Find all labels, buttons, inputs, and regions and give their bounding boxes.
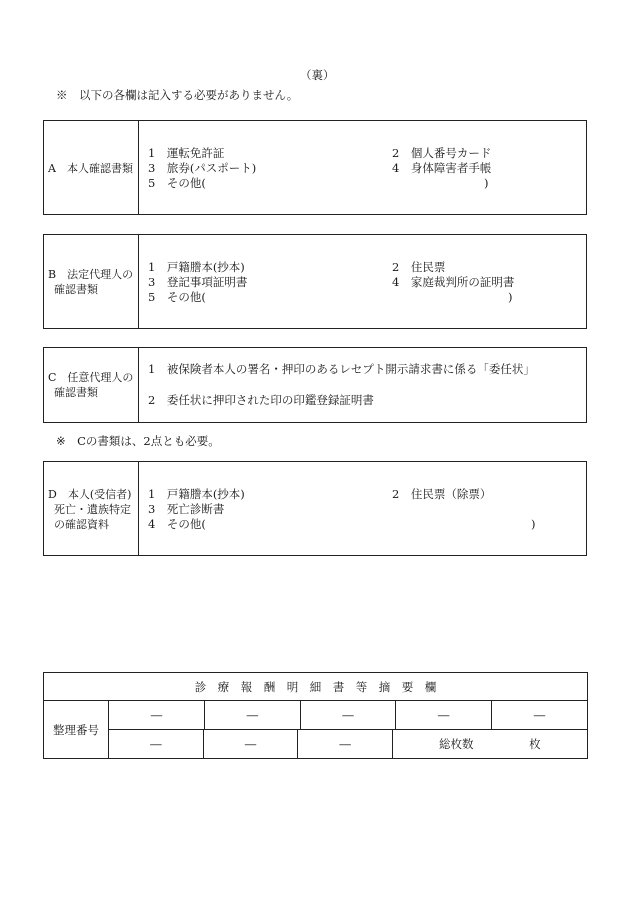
reference-number-label: 整理番号	[44, 701, 109, 759]
section-d-box	[43, 461, 587, 556]
section-a-label-cell	[44, 121, 139, 214]
section-d-label-line-2: 死亡・遺族特定	[54, 503, 131, 516]
section-a-box	[43, 120, 587, 215]
reference-number-field[interactable]: ―	[205, 701, 301, 729]
section-d-close: )	[531, 517, 536, 531]
section-d-item-3: 3 死亡診断書	[148, 502, 225, 516]
section-a-label: A 本人確認書類	[48, 162, 133, 175]
section-a-item-1: 1 運転免許証	[148, 146, 225, 160]
section-d-label-cell	[44, 462, 139, 555]
reference-number-field[interactable]: ―	[339, 737, 351, 751]
section-b-label-line-2: 確認書類	[54, 283, 98, 296]
summary-title: 診 療 報 酬 明 細 書 等 摘 要 欄	[44, 673, 588, 701]
reference-number-field[interactable]: ―	[300, 701, 396, 729]
section-b-close: )	[508, 290, 513, 304]
section-c-item-1: 1 被保険者本人の署名・押印のあるレセプト開示請求書に係る「委任状」	[148, 362, 535, 376]
reference-number-row-2	[109, 730, 392, 758]
page-side-label: （裏）	[300, 68, 335, 82]
reference-number-field[interactable]: ―	[396, 701, 492, 729]
section-b-label-cell	[44, 235, 139, 328]
summary-table	[43, 672, 588, 759]
total-sheets-label: 総枚数	[439, 737, 474, 751]
section-b-item-4: 4 家庭裁判所の証明書	[392, 275, 515, 289]
reference-number-field[interactable]: ―	[203, 730, 297, 758]
section-b-box	[43, 234, 587, 329]
section-a-item-2: 2 個人番号カード	[392, 146, 492, 160]
section-b-item-1: 1 戸籍謄本(抄本)	[148, 260, 245, 274]
reference-number-field[interactable]: ―	[109, 701, 205, 729]
section-d-label-line-3: の確認資料	[54, 518, 109, 531]
notice-text: ※ 以下の各欄は記入する必要がありません。	[56, 88, 299, 102]
section-d-item-2: 2 住民票（除票）	[392, 487, 492, 501]
section-a-close: )	[484, 176, 489, 190]
section-d-label-line-1: D 本人(受信者)	[48, 488, 132, 501]
total-sheets-cell[interactable]	[393, 730, 588, 759]
section-c-label-line-1: C 任意代理人の	[48, 371, 134, 384]
reference-number-row-1	[109, 701, 587, 729]
section-c-label-cell	[44, 348, 139, 422]
reference-number-field[interactable]: ―	[109, 730, 203, 758]
total-sheets-unit: 枚	[529, 737, 541, 751]
section-a-item-4: 4 身体障害者手帳	[392, 161, 492, 175]
section-a-item-3: 3 旅券(パスポート)	[148, 161, 257, 175]
section-c-box	[43, 347, 587, 423]
section-c-label-line-2: 確認書類	[54, 386, 98, 399]
section-c-item-2: 2 委任状に押印された印の印鑑登録証明書	[148, 393, 374, 407]
section-d-item-4: 4 その他(	[148, 517, 206, 531]
section-a-item-5: 5 その他(	[148, 176, 206, 190]
section-c-note: ※ Cの書類は、2点とも必要。	[56, 434, 220, 448]
section-b-item-3: 3 登記事項証明書	[148, 275, 248, 289]
reference-number-field[interactable]: ―	[533, 708, 546, 722]
section-b-label-line-1: B 法定代理人の	[48, 268, 134, 281]
section-d-item-1: 1 戸籍謄本(抄本)	[148, 487, 245, 501]
section-b-item-2: 2 住民票	[392, 260, 446, 274]
section-b-item-5: 5 その他(	[148, 290, 206, 304]
